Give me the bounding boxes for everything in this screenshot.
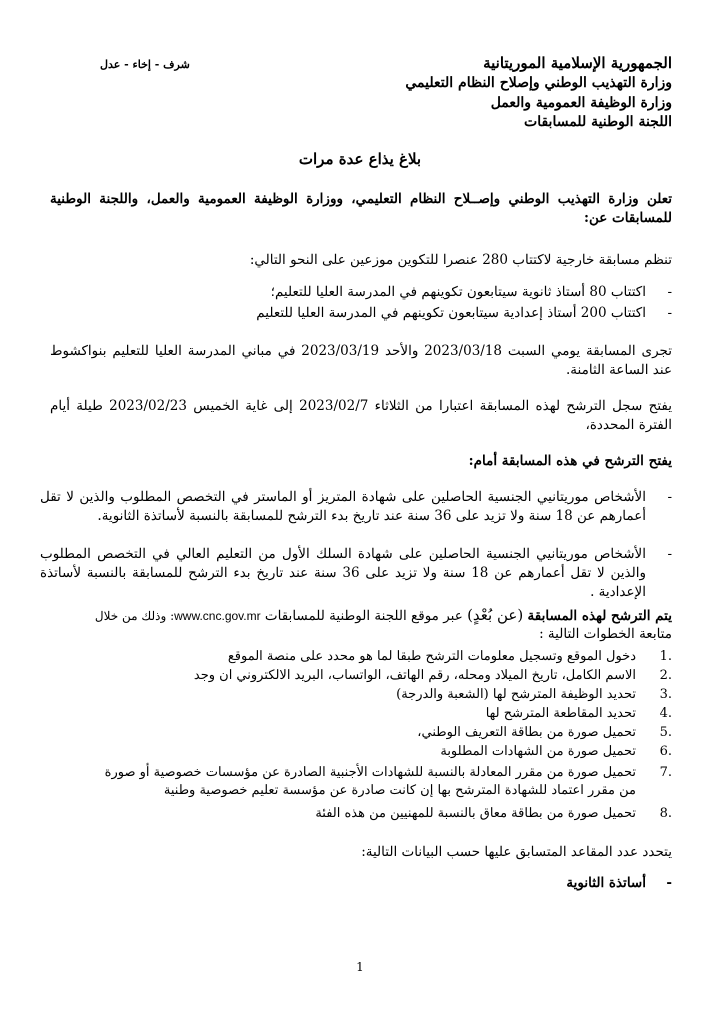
recruit-item-text: اكتتاب 200 أستاذ إعدادية سيتابعون تكوينهم في المدرسة العليا للتعليم [256,305,646,321]
eligibility-item [40,545,672,603]
eligibility-item-text: الأشخاص موريتانيي الجنسية الحاصلين على شهادة المتريز أو الماستر في التخصص المطلوب والذين لا تقل أعمارهم عن 18 سنة ولا تزيد على 36 سنة عند تاريخ بدء الترشح للمسابقة بالنسبة لأساتذة الثانوية. [40,489,646,524]
eligibility-item [40,488,672,528]
step-number: .6 [659,744,672,759]
step-text: تحديد الوظيفة المترشح لها (الشعبة والدرجة) [396,687,636,702]
page-number: 1 [356,960,364,974]
committee-website-link[interactable]: www.cnc.gov.mr [174,609,261,623]
online-registration-line [95,606,672,624]
online-remote: (عن بُعْدٍ) [467,606,524,624]
header-ministry-education: وزارة التهذيب الوطني وإصلاح النظام التعليمي [405,75,672,91]
step-text: تحميل صورة من مقرر المعادلة بالنسبة للشهادات الأجنبية الصادرة عن مؤسسات خصوصية أو صورة [104,765,636,780]
header-committee: اللجنة الوطنية للمسابقات [524,114,672,130]
step-number: .2 [659,668,672,683]
bullet-dash: - [667,284,672,300]
recruitment-paragraph: تنظم مسابقة خارجية لاكتتاب 280 عنصرا للتكوين موزعين على النحو التالي: [249,252,672,268]
step-number: .7 [659,765,672,780]
step-text: دخول الموقع وتسجيل معلومات الترشح طبقا لما هو محدد على منصة الموقع [227,649,636,664]
step-number: .5 [659,725,672,740]
header-motto: شرف - إخاء - عدل [100,58,190,71]
step-number: .4 [659,706,672,721]
bullet-dash: - [666,875,672,891]
bullet-dash: - [667,546,672,562]
bullet-dash: - [667,489,672,505]
eligibility-heading: يفتح الترشح في هذه المسابقة أمام: [468,453,672,469]
exam-date-paragraph: تجرى المسابقة يومي السبت 2023/03/18 والأحد 2023/03/19 في مباني المدرسة العليا للتعليم بنواكشوط عند الساعة الثامنة. [50,343,673,378]
header-country: الجمهورية الإسلامية الموريتانية [483,54,672,72]
online-lead: يتم الترشح لهذه المسابقة [527,608,672,624]
intro-paragraph: تعلن وزارة التهذيب الوطني وإصــلاح النظام التعليمي، ووزارة الوظيفة العمومية والعمل، واللجنة الوطنية للمسابقات عن: [50,191,672,226]
step-number: .3 [659,687,672,702]
step-text: الاسم الكامل، تاريخ الميلاد ومحله، رقم الهاتف، الواتساب، البريد الالكتروني ان وجد [193,668,636,683]
registration-period-paragraph: يفتح سجل الترشح لهذه المسابقة اعتبارا من الثلاثاء 2023/02/7 إلى غاية الخميس 2023/02/23 طيلة أيام الفترة المحددة، [50,398,673,433]
step-number: .1 [659,649,672,664]
recruit-item-text: اكتتاب 80 أستاذ ثانوية سيتابعون تكوينهم في المدرسة العليا للتعليم؛ [270,284,646,300]
page-title: بلاغ يذاع عدة مرات [298,150,422,168]
step-text: تحميل صورة من بطاقة معاق بالنسبة للمهنيين من هذه الفئة [315,806,636,821]
online-steps-intro: متابعة الخطوات التالية : [539,626,672,642]
header-ministry-civil-service: وزارة الوظيفة العمومية والعمل [490,95,672,111]
step-text: تحميل صورة من الشهادات المطلوبة [440,744,636,759]
step-text: تحميل صورة من بطاقة التعريف الوطني، [417,725,636,740]
seats-item-text: أساتذة الثانوية [566,875,646,891]
eligibility-item-text: الأشخاص موريتانيي الجنسية الحاصلين على شهادة السلك الأول من التعليم العالي في التخصص المطلوب والذين لا تقل أعمارهم عن 18 سنة ولا تزيد على 36 سنة عند تاريخ بدء الترشح للمسابقة بالنسبة لأساتذة الإعدادية . [40,546,646,600]
seats-intro: يتحدد عدد المقاعد المتسابق عليها حسب البيانات التالية: [361,844,672,860]
step-text-continued: من مقرر اعتماد للشهادة المترشح بها إن كانت صادرة عن مؤسسة تعليم خصوصية وطنية [163,783,636,798]
bullet-dash: - [667,305,672,321]
online-tail: : وذلك من خلال [94,609,175,623]
step-number: .8 [659,806,672,821]
online-mid: عبر موقع اللجنة الوطنية للمسابقات [264,608,463,624]
step-text: تحديد المقاطعة المترشح لها [485,706,636,721]
step-item [40,764,672,800]
